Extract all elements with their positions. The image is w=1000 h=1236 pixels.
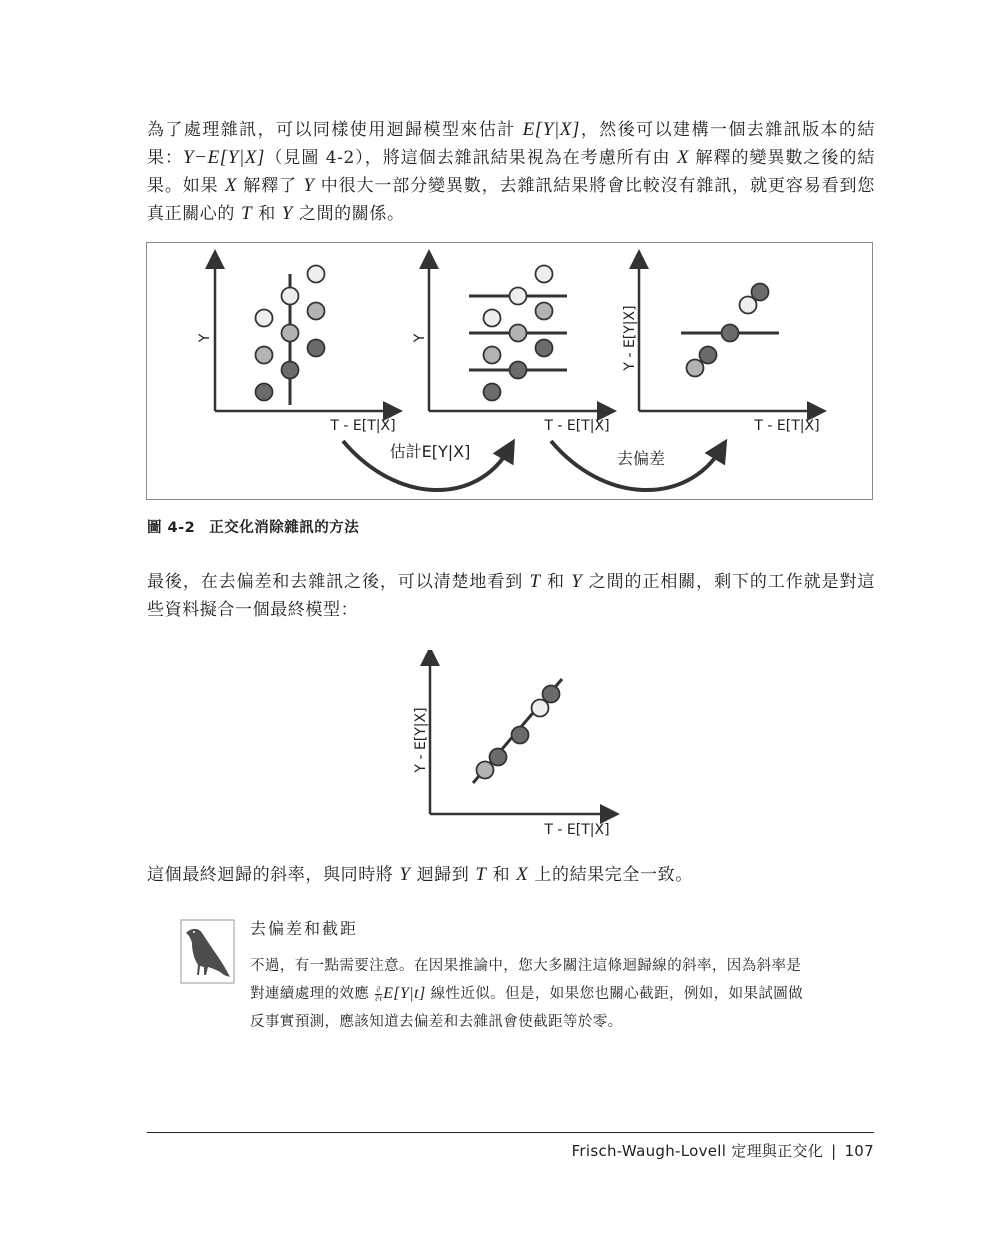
panel-1-y-label: Y xyxy=(197,333,213,343)
panel-2-x-label: T - E[T|X] xyxy=(544,418,610,434)
figure-2-point-2 xyxy=(532,700,549,717)
arrow-2-label: 去偏差 xyxy=(616,449,666,468)
panel-1-point-6 xyxy=(256,347,273,364)
panel-1 xyxy=(197,259,396,434)
panel-2-point-3 xyxy=(484,310,501,327)
paragraph-intro: 為了處理雜訊，可以同樣使用迴歸模型來估計 E[Y|X]，然後可以建構一個去雜訊版本的結果：Y−E[Y|X]（見圖 4-2），將這個去雜訊結果視為在考慮所有由 X 解釋的變異數之後的結果。如果 X 解釋了 Y 中很大一部分變異數，去雜訊結果將會比較沒有雜訊，就更容易看到您真正關心的 T 和 Y 之間的關係。 xyxy=(147,119,875,224)
caption-text: 正交化消除雜訊的方法 xyxy=(209,520,360,536)
note-title: 去偏差和截距 xyxy=(250,919,359,938)
panel-3-point-2 xyxy=(740,297,757,314)
crow-icon xyxy=(180,919,235,984)
final-regression-figure xyxy=(400,650,620,845)
panel-2-point-4 xyxy=(536,303,553,320)
panel-2-point-7 xyxy=(536,340,553,357)
caption-number: 圖 4-2 xyxy=(147,520,196,536)
paragraph-slope: 這個最終迴歸的斜率，與同時將 Y 迴歸到 T 和 X 上的結果完全一致。 xyxy=(147,864,693,885)
panel-1-point-4 xyxy=(308,303,325,320)
partial-derivative: $\frac{\partial}{\partial t}$ xyxy=(375,984,383,1003)
note-body: 不過，有一點需要注意。在因果推論中，您大多關注這條迴歸線的斜率，因為斜率是對連續處理的效應 $\frac{\partial}{\partial t}$ E[Y|t] 線性近似。但是，如果您也關心截距，例如，如果試圖做反事實預測，應該知道去偏差和去雜訊會使截距等於零。 xyxy=(250,958,804,1030)
panel-1-point-8 xyxy=(282,362,299,379)
figure-4-2 xyxy=(146,242,873,500)
figure-2-point-4 xyxy=(490,749,507,766)
figure-caption xyxy=(147,516,359,537)
figure-2-point-5 xyxy=(477,762,494,779)
figure-2-point-3 xyxy=(512,727,529,744)
panel-1-point-3 xyxy=(256,310,273,327)
panel-1-point-2 xyxy=(282,288,299,305)
panel-1-point-9 xyxy=(256,384,273,401)
arrow-1-label: 估計E[Y|X] xyxy=(389,442,471,461)
paragraph-final-model: 最後，在去偏差和去雜訊之後，可以清楚地看到 T 和 Y 之間的正相關，剩下的工作就是對這些資料擬合一個最終模型： xyxy=(147,571,875,620)
panel-3-y-label: Y - E[Y|X] xyxy=(622,305,638,371)
chapter-title: Frisch-Waugh-Lovell 定理與正交化 xyxy=(571,1142,824,1160)
figure-2-x-label: T - E[T|X] xyxy=(544,822,610,838)
panel-2-point-1 xyxy=(536,266,553,283)
panel-2 xyxy=(412,259,610,434)
panel-2-point-5 xyxy=(510,325,527,342)
footer-separator: | xyxy=(831,1142,837,1160)
panel-1-x-label: T - E[T|X] xyxy=(330,418,396,434)
panel-2-point-8 xyxy=(510,362,527,379)
panel-1-point-7 xyxy=(308,340,325,357)
panel-2-point-2 xyxy=(510,288,527,305)
panel-3-x-label: T - E[T|X] xyxy=(754,418,820,434)
panel-3-point-5 xyxy=(687,360,704,377)
panel-1-point-5 xyxy=(282,325,299,342)
panel-2-point-6 xyxy=(484,347,501,364)
orthogonalization-diagram xyxy=(147,243,874,501)
page-footer xyxy=(572,1140,874,1161)
figure-2-point-1 xyxy=(543,686,560,703)
panel-3-point-3 xyxy=(722,325,739,342)
note-box xyxy=(180,916,820,1066)
panel-1-point-1 xyxy=(308,266,325,283)
footer-rule xyxy=(147,1132,874,1133)
page-number: 107 xyxy=(844,1142,874,1160)
panel-3-point-4 xyxy=(700,347,717,364)
figure-2-y-label: Y - E[Y|X] xyxy=(413,707,429,773)
panel-2-point-9 xyxy=(484,384,501,401)
panel-3 xyxy=(622,259,820,434)
panel-2-y-label: Y xyxy=(412,333,428,343)
